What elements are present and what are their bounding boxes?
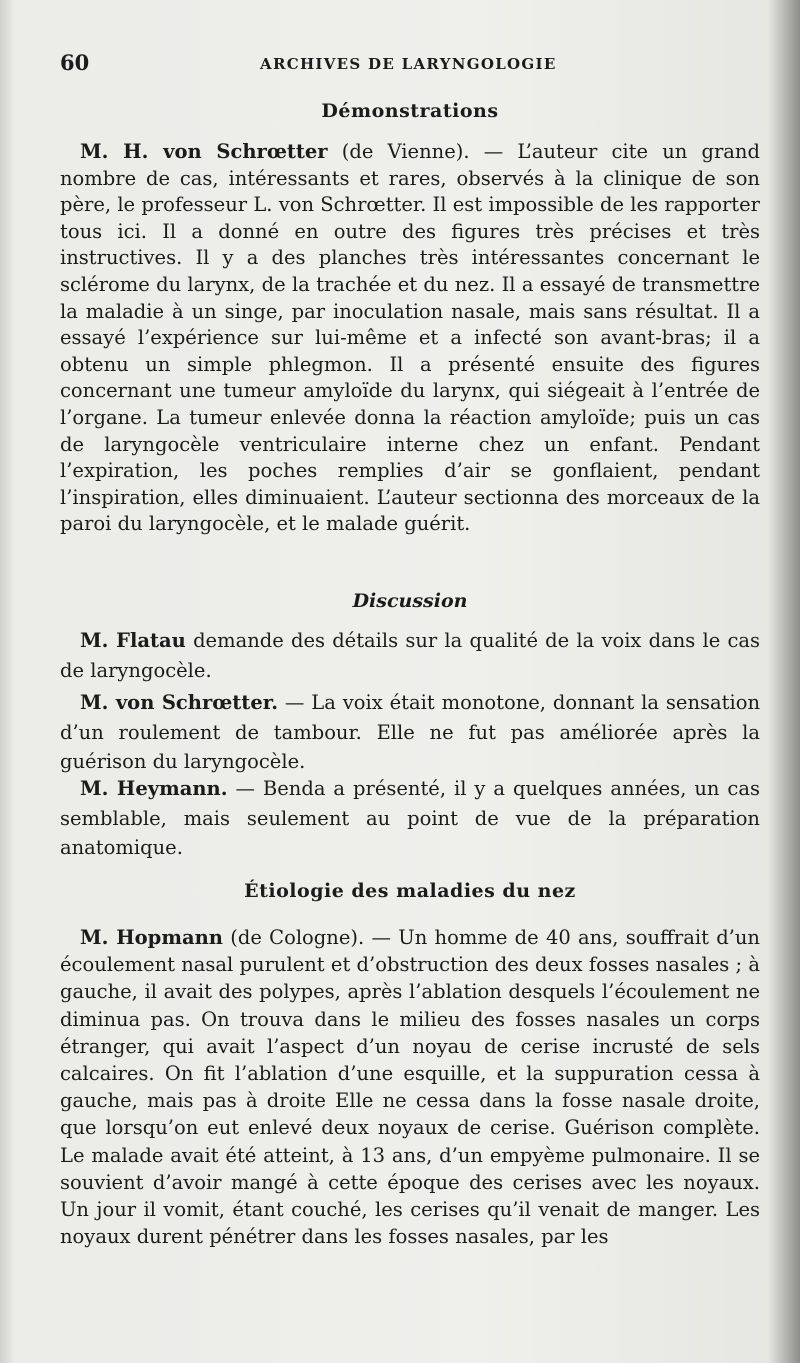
paragraph-body: [60, 139, 760, 538]
speaker-name: M. Heymann.: [80, 777, 228, 800]
paragraph-text: (de Vienne). — L’auteur cite un grand nombre de cas, intéressants et rares, observés à la clinique de son père, le professeur L. von Schrœtter. Il est impossible de les rapporter tous ici. Il a donné en outre des figures très précises et très instructives. Il y a des planches très intéressantes concernant le sclérome du larynx, de la trachée et du nez. Il a essayé de transmettre la maladie à un singe, par inoculation nasale, mais sans résultat. Il a essayé l’expérience sur lui-même et a infecté son avant-bras; il a obtenu un simple phlegmon. Il a présenté ensuite des figures concernant une tumeur amyloïde du larynx, qui siégeait à l’entrée de l’organe. La tumeur enlevée donna la réaction amyloïde; puis un cas de laryngocèle ventriculaire interne chez un enfant. Pendant l’expiration, les poches remplies d’air se gonflaient, pendant l’inspiration, elles diminuaient. L’auteur sectionna des morceaux de la paroi du laryngocèle, et le malade guérit.: [60, 140, 760, 536]
paragraph-body: [60, 774, 760, 863]
paragraph-text: — Benda a présenté, il y a quelques années, un cas semblable, mais seulement au point de vue de la préparation anatomique.: [60, 777, 760, 859]
paragraph-text: (de Cologne). — Un homme de 40 ans, souffrait d’un écoulement nasal purulent et d’obstruction des deux fosses nasales ; à gauche, il avait des polypes, après l’ablation desquels l’écoulement ne diminua pas. On trouva dans le milieu des fosses nasales un corps étranger, qui avait l’aspect d’un noyau de cerise incrusté de sels calcaires. On fit l’ablation d’une esquille, et la suppuration cessa à gauche, mais pas à droite Elle ne cessa dans la fosse nasale droite, que lorsqu’on eut enlevé deux noyaux de cerise. Guérison complète. Le malade avait été atteint, à 13 ans, d’un empyème pulmonaire. Il se souvient d’avoir mangé à cette époque des cerises avec les noyaux. Un jour il vomit, étant couché, les cerises qu’il venait de manger. Les noyaux durent pénétrer dans les fosses nasales, par les: [60, 926, 760, 1249]
section-title-etiologie: Étiologie des maladies du nez: [244, 880, 576, 902]
speaker-name: M. Hopmann: [80, 926, 223, 949]
paragraph-text: — La voix était monotone, donnant la sensation d’un roulement de tambour. Elle ne fut pas améliorée après la guérison du laryngocèle.: [60, 691, 761, 773]
paragraph-body: [60, 924, 760, 1250]
paragraph-schroetter: [60, 139, 760, 538]
paragraph-body: [60, 626, 760, 685]
paragraph-flatau: [60, 626, 760, 685]
speaker-name: M. von Schrœtter.: [80, 691, 278, 714]
speaker-name: M. Flatau: [80, 629, 186, 652]
paragraph-body: [60, 688, 760, 777]
paragraph-heymann: [60, 774, 760, 863]
paragraph-hopmann: [60, 924, 760, 1250]
page-number: 60: [60, 50, 90, 75]
section-title-demonstrations: Démonstrations: [321, 100, 499, 122]
section-title-discussion: Discussion: [352, 590, 468, 612]
speaker-name: M. H. von Schrœtter: [80, 140, 328, 163]
paragraph-text: demande des détails sur la qualité de la voix dans le cas de laryngocèle.: [60, 629, 761, 682]
paragraph-von-schroetter-reply: [60, 688, 760, 777]
running-head: [60, 50, 760, 80]
journal-title: ARCHIVES DE LARYNGOLOGIE: [260, 55, 557, 73]
